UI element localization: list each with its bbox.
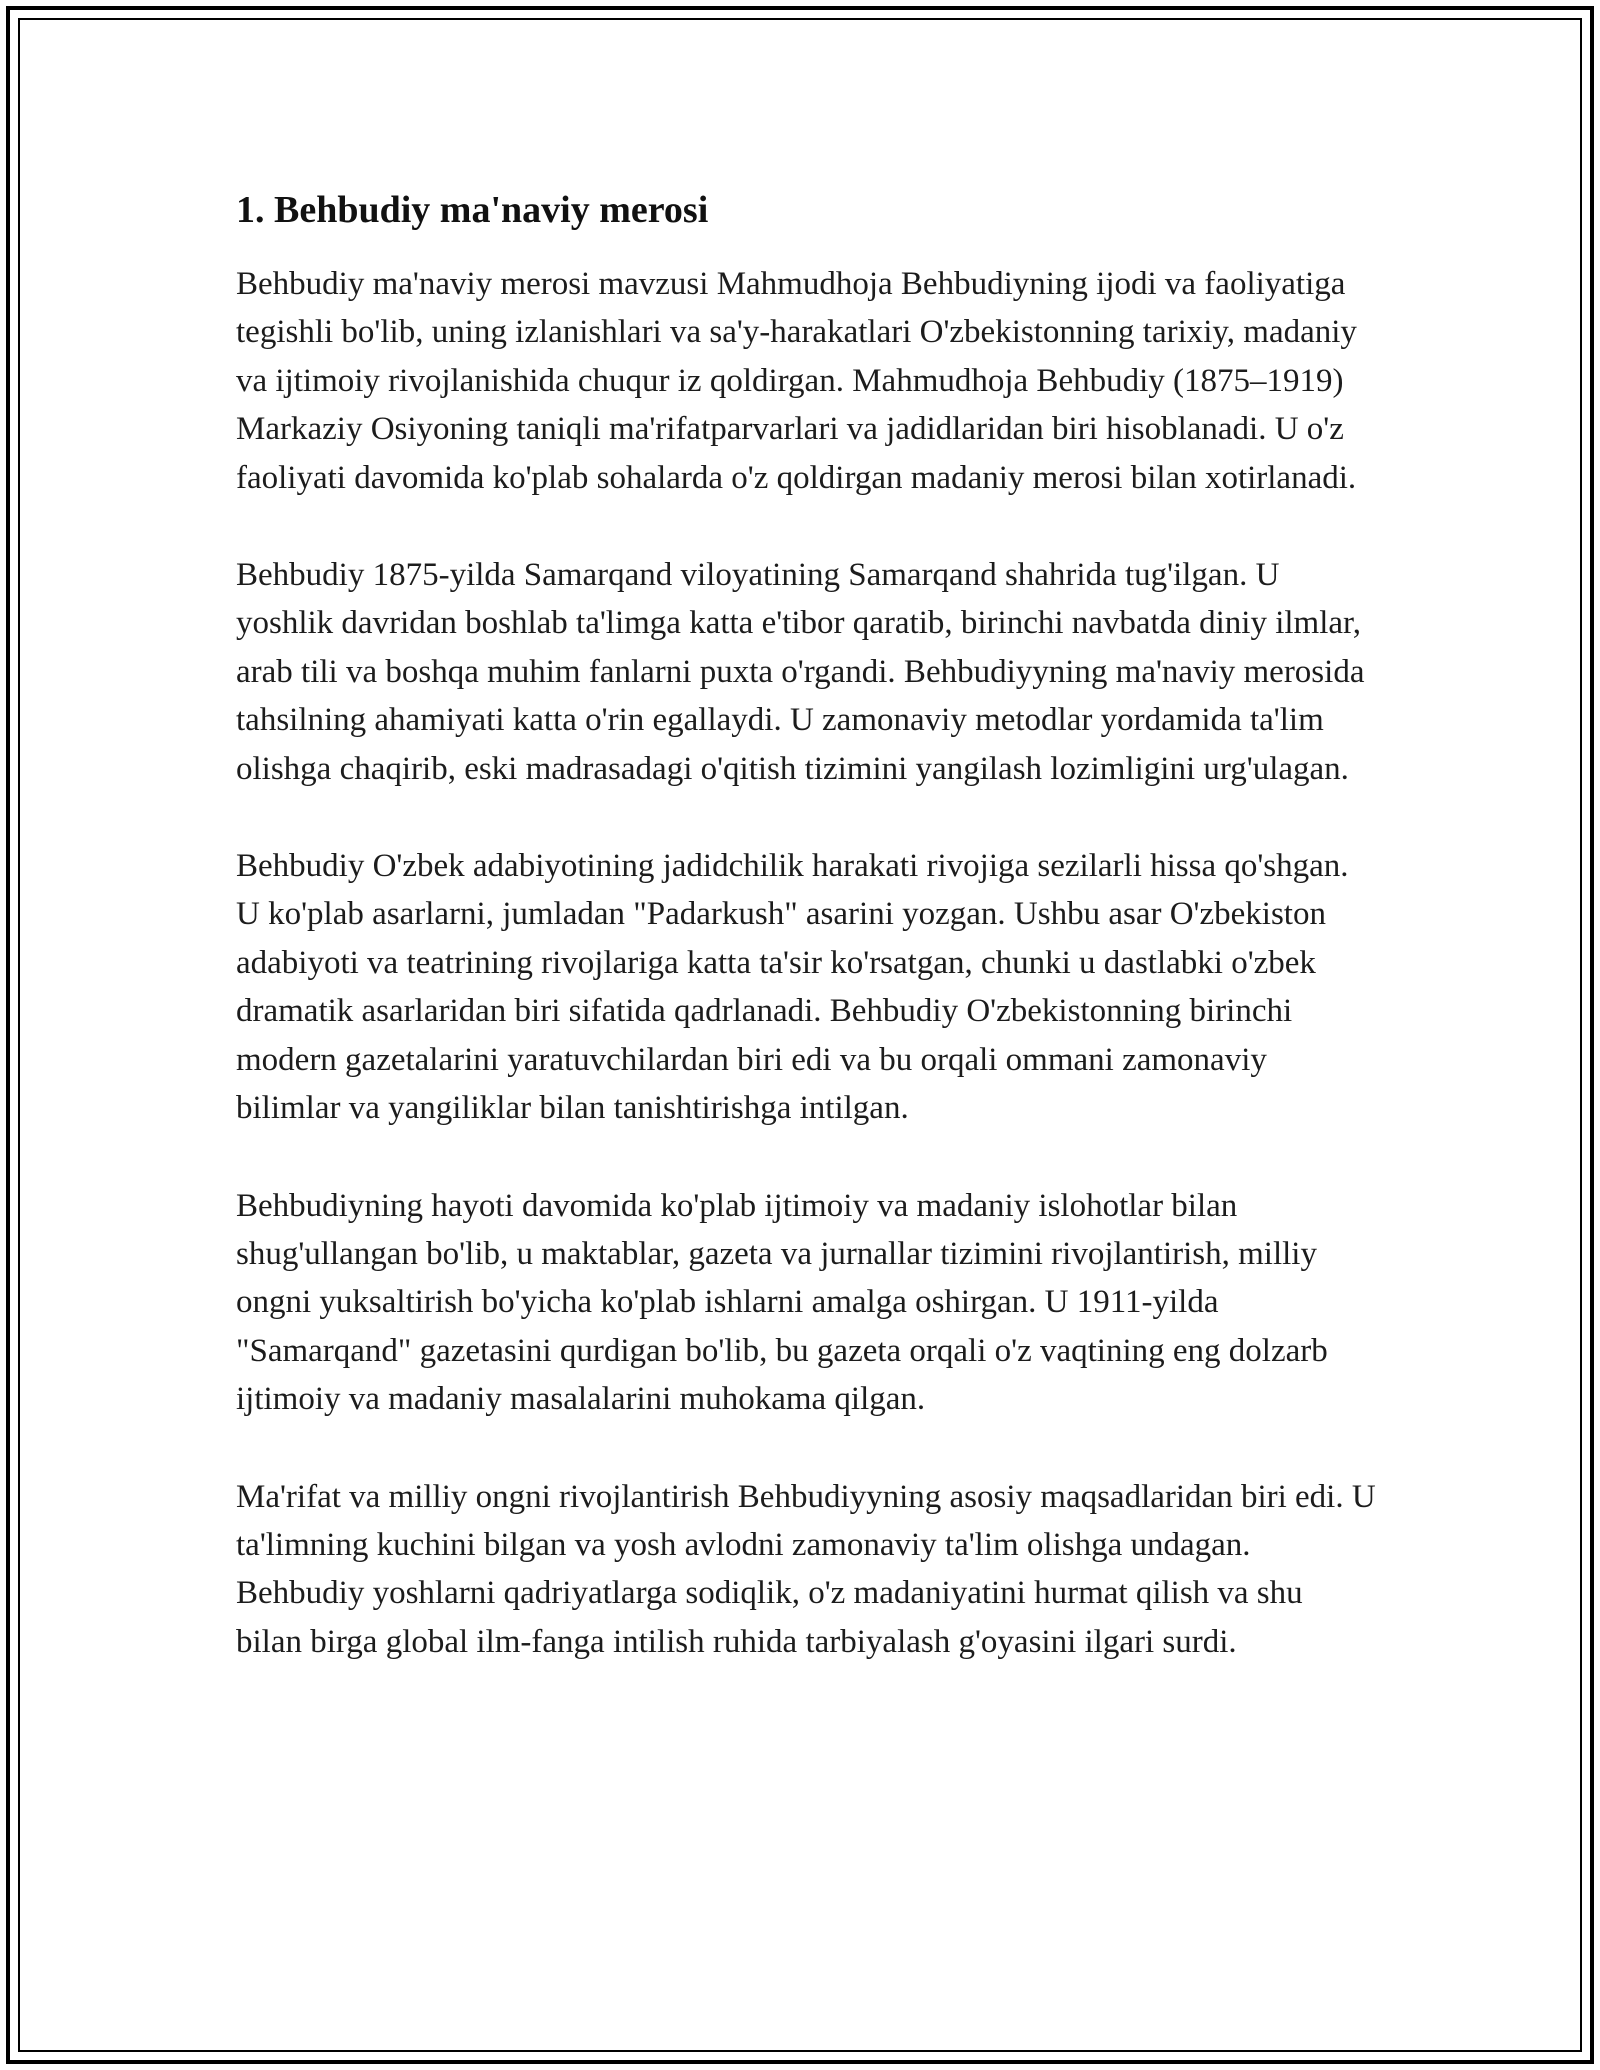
- paragraph-enlightenment: Ma'rifat va milliy ongni rivojlantirish Behbudiyyning asosiy maqsadlaridan biri edi. U ta'limning kuchini bilgan va yosh avlodni zamonaviy ta'lim olishga undagan. Behbudiy yoshlarni qadriyatlarga sodiqlik, o'z madaniyatini hurmat qilish va shu bilan birga global ilm-fanga intilish ruhida tarbiyalash g'oyasini ilgari surdi.: [236, 1478, 1376, 1660]
- paragraph-literature: Behbudiy O'zbek adabiyotining jadidchilik harakati rivojiga sezilarli hissa qo'shgan. U ko'plab asarlarni, jumladan "Padarkush" asarini yozgan. Ushbu asar O'zbekiston adabiyoti va teatrining rivojlariga katta ta'sir ko'rsatgan, chunki u dastlabki o'zbek dramatik asarlaridan biri sifatida qadrlanadi. Behbudiy O'zbekistonning birinchi modern gazetalarini yaratuvchilardan biri edi va bu orqali ommani zamonaviy bilimlar va yangiliklar bilan tanishtirishga intilgan.: [236, 848, 1349, 1127]
- paragraph-reforms: Behbudiyning hayoti davomida ko'plab ijtimoiy va madaniy islohotlar bilan shug'ullangan bo'lib, u maktablar, gazeta va jurnallar tizimini rivojlantirish, milliy ongni yuksaltirish bo'yicha ko'plab ishlarni amalga oshirgan. U 1911-yilda "Samarqand" gazetasini qurdigan bo'lib, bu gazeta orqali o'z vaqtining eng dolzarb ijtimoiy va madaniy masalalarini muhokama qilgan.: [236, 1187, 1328, 1418]
- paragraph-intro: Behbudiy ma'naviy merosi mavzusi Mahmudhoja Behbudiyning ijodi va faoliyatiga tegishli bo'lib, uning izlanishlari va sa'y-harakatlari O'zbekistonning tarixiy, madaniy va ijtimoiy rivojlanishida chuqur iz qoldirgan. Mahmudhoja Behbudiy (1875–1919) Markaziy Osiyoning taniqli ma'rifatparvarlari va jadidlaridan biri hisoblanadi. U o'z faoliyati davomida ko'plab sohalarda o'z qoldirgan madaniy merosi bilan xotirlanadi.: [236, 266, 1357, 496]
- section-heading: 1. Behbudiy ma'naviy merosi: [236, 189, 709, 231]
- paragraph-early-life: Behbudiy 1875-yilda Samarqand viloyatining Samarqand shahrida tug'ilgan. U yoshlik davridan boshlab ta'limga katta e'tibor qaratib, birinchi navbatda diniy ilmlar, arab tili va boshqa muhim fanlarni puxta o'rgandi. Behbudiyyning ma'naviy merosida tahsilning ahamiyati katta o'rin egallaydi. U zamonaviy metodlar yordamida ta'lim olishga chaqirib, eski madrasadagi o'qitish tizimini yangilash lozimligini urg'ulagan.: [236, 557, 1365, 787]
- document-body: [236, 186, 1376, 1715]
